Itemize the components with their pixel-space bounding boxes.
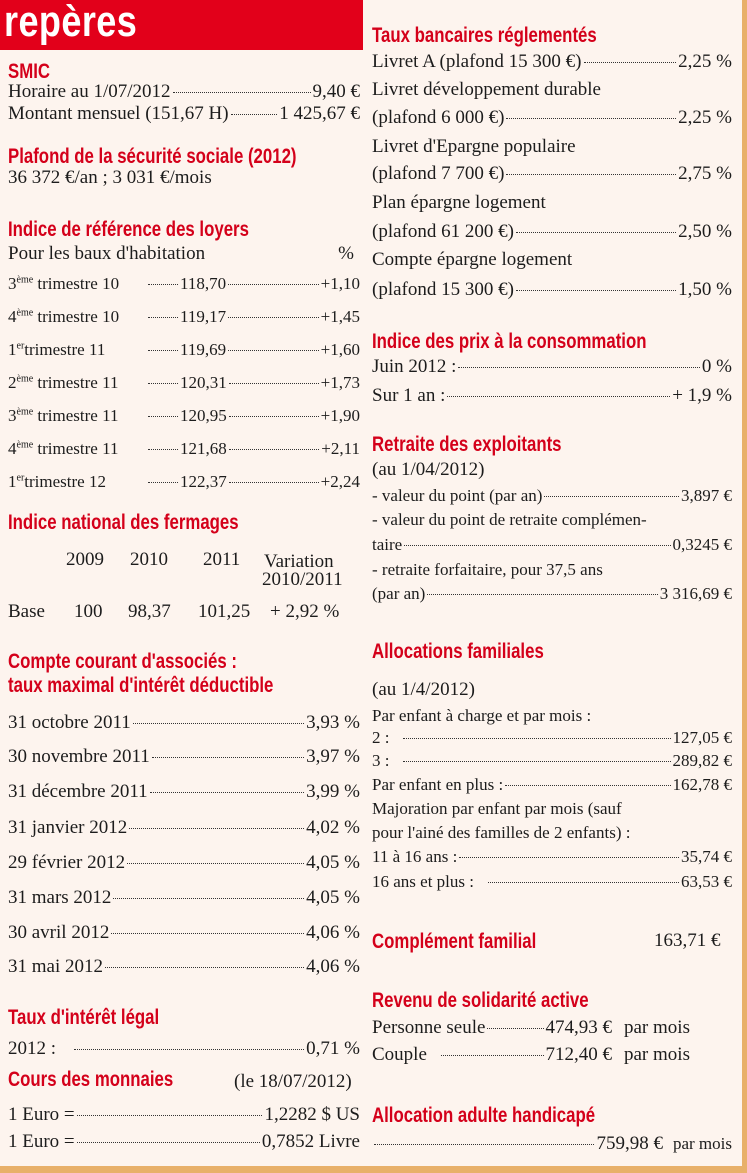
retraite-row: - valeur du point (par an) 3,897 € [372,486,732,505]
loyers-row: 1ertrimestre 12 122,37 +2,24 [8,472,360,491]
alloc-date: (au 1/4/2012) [372,679,475,700]
bancaires-title: Livret d'Epargne populaire [372,136,576,157]
retraite-heading: Retraite des exploitants [372,433,562,456]
compte-heading: taux maximal d'intérêt déductible [8,674,274,697]
compte-row: 31 octobre 2011 3,93 % [8,712,360,733]
loyers-subheader: Pour les baux d'habitation % [8,243,354,264]
retraite-row: taire 0,3245 € [372,535,732,554]
compte-row: 31 mars 2012 4,05 % [8,887,360,908]
fermages-heading: Indice national des fermages [8,511,239,534]
alloc-intro: Par enfant à charge et par mois : [372,706,592,725]
plafond-heading: Plafond de la sécurité sociale (2012) [8,145,297,168]
prix-heading: Indice des prix à la consommation [372,330,647,353]
smic-row: Montant mensuel (151,67 H) 1 425,67 € [8,103,360,124]
bancaires-row: (plafond 6 000 €) 2,25 % [372,107,732,128]
alloc-heading: Allocations familiales [372,640,544,663]
banner-title: repères [4,0,138,46]
compte-row: 31 décembre 2011 3,99 % [8,781,360,802]
loyers-row: 3ème trimestre 10 118,70 +1,10 [8,274,360,293]
loyers-heading: Indice de référence des loyers [8,218,249,241]
bancaires-row: (plafond 15 300 €) 1,50 % [372,279,732,300]
loyers-row: 1ertrimestre 11 119,69 +1,60 [8,340,360,359]
retraite-text: - retraite forfaitaire, pour 37,5 ans [372,560,603,579]
alloc-row: 16 ans et plus : 63,53 € [372,872,732,891]
plafond-text: 36 372 €/an ; 3 031 €/mois [8,167,212,188]
prix-row: Juin 2012 : 0 % [372,356,732,377]
loyers-row: 4ème trimestre 10 119,17 +1,45 [8,307,360,326]
fermages-header: 2010/2011 [262,569,343,590]
compte-row: 31 janvier 2012 4,02 % [8,817,360,838]
bancaires-heading: Taux bancaires réglementés [372,24,597,47]
compte-row: 29 février 2012 4,05 % [8,852,360,873]
bancaires-title: Livret développement durable [372,79,601,100]
alloc-row: 11 à 16 ans : 35,74 € [372,847,732,866]
prix-row: Sur 1 an : + 1,9 % [372,385,732,406]
legal-heading: Taux d'intérêt légal [8,1006,160,1029]
alloc-row: 3 : 289,82 € [372,751,732,770]
fermages-header: 2010 [130,549,168,570]
compte-heading: Compte courant d'associés : [8,650,237,673]
retraite-row: (par an) 3 316,69 € [372,584,732,603]
monnaies-row: 1 Euro = 1,2282 $ US [8,1104,360,1125]
complement-heading: Complément familial [372,930,537,953]
fermages-cell: + 2,92 % [270,601,340,622]
fermages-cell: 98,37 [128,601,171,622]
rsa-row: Personne seule 474,93 € par mois [372,1017,690,1038]
compte-row: 31 mai 2012 4,06 % [8,956,360,977]
legal-row: 2012 : 0,71 % [8,1038,360,1059]
fermages-cell: 100 [74,601,103,622]
alloc-text: Majoration par enfant par mois (sauf [372,799,622,818]
alloc-text: pour l'ainé des familles de 2 enfants) : [372,823,631,842]
rsa-heading: Revenu de solidarité active [372,989,589,1012]
loyers-row: 4ème trimestre 11 121,68 +2,11 [8,439,360,458]
bancaires-row: Livret A (plafond 15 300 €) 2,25 % [372,51,732,72]
alloc-row: 2 : 127,05 € [372,728,732,747]
retraite-date: (au 1/04/2012) [372,459,485,480]
compte-row: 30 avril 2012 4,06 % [8,922,360,943]
retraite-text: - valeur du point de retraite complémen- [372,510,647,529]
fermages-header: 2009 [66,549,104,570]
loyers-row: 3ème trimestre 11 120,95 +1,90 [8,406,360,425]
smic-heading: SMIC [8,60,50,83]
monnaies-row: 1 Euro = 0,7852 Livre [8,1131,360,1152]
fermages-row-label: Base [8,601,45,622]
aah-heading: Allocation adulte handicapé [372,1104,596,1127]
bancaires-title: Compte épargne logement [372,249,573,270]
fermages-cell: 101,25 [198,601,251,622]
fermages-header: 2011 [203,549,241,570]
alloc-row: Par enfant en plus : 162,78 € [372,775,732,794]
complement-value: 163,71 € [654,930,721,951]
bancaires-row: (plafond 7 700 €) 2,75 % [372,163,732,184]
bancaires-row: (plafond 61 200 €) 2,50 % [372,221,732,242]
rsa-row: Couple 712,40 € par mois [372,1044,690,1065]
smic-row: Horaire au 1/07/2012 9,40 € [8,81,360,102]
compte-row: 30 novembre 2011 3,97 % [8,746,360,767]
monnaies-date: (le 18/07/2012) [234,1071,352,1092]
banner [0,0,363,50]
fermages-header: Variation [264,551,334,572]
loyers-row: 2ème trimestre 11 120,31 +1,73 [8,373,360,392]
aah-row: 759,98 € par mois [372,1132,732,1156]
monnaies-heading: Cours des monnaies [8,1068,174,1091]
bancaires-title: Plan épargne logement [372,192,546,213]
